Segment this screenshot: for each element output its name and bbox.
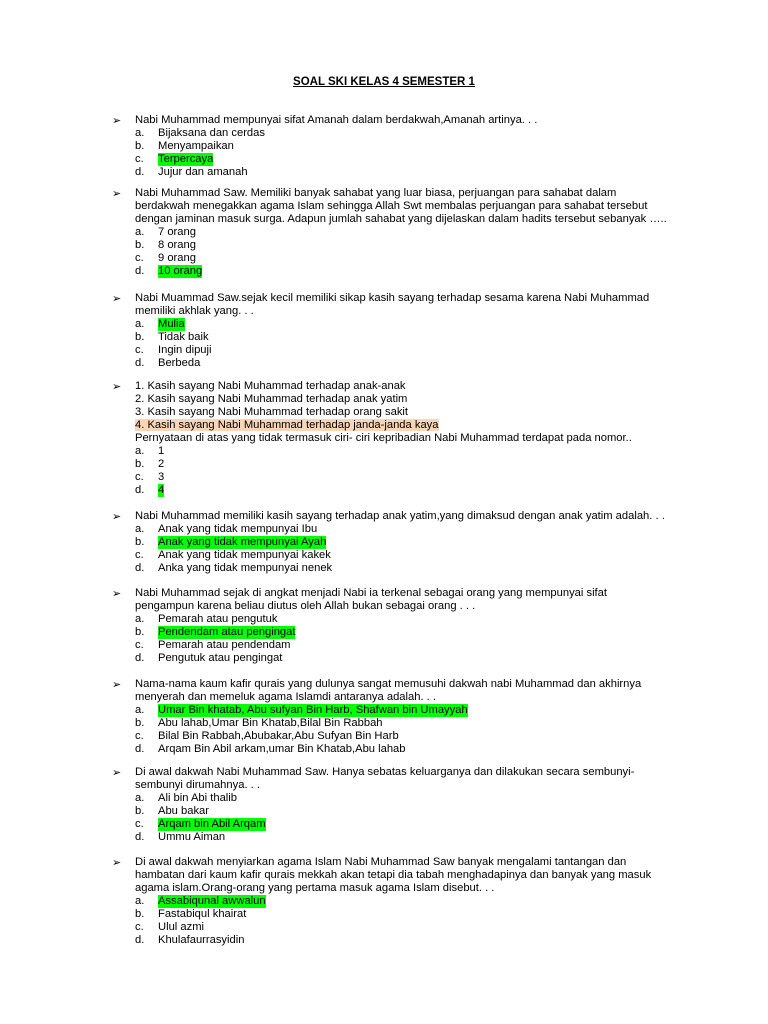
option-text: Fastabiqul khairat: [158, 908, 247, 920]
answer-options: [135, 445, 692, 497]
option-letter: c.: [135, 252, 144, 264]
question-stem: [135, 678, 692, 704]
option-letter: c.: [135, 818, 144, 830]
answer-option: [135, 717, 692, 730]
answer-options: [135, 704, 692, 756]
answer-option: [135, 921, 692, 934]
option-text: 9 orang: [158, 252, 196, 264]
answer-option: [135, 652, 692, 665]
stem-line: menyerah dan memeluk agama Islamdi antaranya adalah. . .: [135, 691, 436, 703]
option-letter: b.: [135, 239, 145, 251]
statement-line: [135, 419, 692, 432]
correct-answer-text: Arqam bin Abil Arqam: [158, 818, 266, 830]
answer-option: [135, 831, 692, 844]
option-letter: b.: [135, 805, 145, 817]
answer-option: [135, 265, 692, 278]
answer-option: [135, 626, 692, 639]
answer-option: [135, 934, 692, 947]
option-text: Ingin dipuji: [158, 344, 212, 356]
answer-option: [135, 239, 692, 252]
correct-answer-text: Mulia: [158, 318, 185, 330]
option-text: Ali bin Abi thalib: [158, 792, 237, 804]
stem-line: Nabi Muhammad sejak di angkat menjadi Nabi ia terkenal sebagai orang yang mempunyai sifat: [135, 587, 607, 599]
option-letter: b.: [135, 717, 145, 729]
question-2: [112, 187, 692, 278]
stem-line: Di awal dakwah Nabi Muhammad Saw. Hanya sebatas keluarganya dan dilakukan secara sembunyi-: [135, 766, 635, 778]
option-letter: a.: [135, 318, 145, 330]
answer-option: [135, 792, 692, 805]
correct-answer-text: Umar Bin khatab, Abu sufyan Bin Harb, Shafwan bin Umayyah: [158, 704, 468, 716]
correct-answer-text: 4: [158, 484, 165, 496]
option-text: Pemarah atau pendendam: [158, 639, 291, 651]
statement-text: 3. Kasih sayang Nabi Muhammad terhadap orang sakit: [135, 406, 409, 418]
option-letter: d.: [135, 652, 145, 664]
answer-option: [135, 153, 692, 166]
answer-options: [135, 792, 692, 844]
option-letter: d.: [135, 934, 145, 946]
answer-option: [135, 471, 692, 484]
option-letter: c.: [135, 639, 144, 651]
option-text: Abu lahab,Umar Bin Khatab,Bilal Bin Rabbah: [158, 717, 383, 729]
statement-line: [135, 380, 692, 393]
answer-option: [135, 908, 692, 921]
answer-option: [135, 549, 692, 562]
option-text: Berbeda: [158, 357, 201, 369]
answer-option: [135, 445, 692, 458]
stem-line: Nama-nama kaum kafir qurais yang dulunya sangat memusuhi dakwah nabi Muhammad dan akhirnya: [135, 678, 642, 690]
question-stem: [135, 292, 692, 318]
option-letter: b.: [135, 458, 145, 470]
option-letter: d.: [135, 265, 145, 277]
answer-option: [135, 523, 692, 536]
option-letter: a.: [135, 704, 145, 716]
option-text: Anak yang tidak mempunyai kakek: [158, 549, 331, 561]
question-7: [112, 678, 692, 756]
stem-line: Di awal dakwah menyiarkan agama Islam Nabi Muhammad Saw banyak mengalami tantangan dan: [135, 856, 627, 868]
option-letter: b.: [135, 626, 145, 638]
statement-text: 1. Kasih sayang Nabi Muhammad terhadap anak-anak: [135, 380, 406, 392]
question-6: [112, 587, 692, 665]
answer-option: [135, 704, 692, 717]
option-text: 8 orang: [158, 239, 196, 251]
answer-options: [135, 226, 692, 278]
option-text: Ulul azmi: [158, 921, 205, 933]
arrow-bullet-icon: ➢: [112, 510, 122, 523]
option-letter: d.: [135, 562, 145, 574]
answer-option: [135, 318, 692, 331]
option-letter: c.: [135, 730, 144, 742]
statement-line: [135, 393, 692, 406]
stem-line: sembunyi dirumahnya. . .: [135, 779, 260, 791]
question-stem: [135, 114, 692, 127]
option-letter: a.: [135, 613, 145, 625]
option-letter: a.: [135, 226, 145, 238]
answer-options: [135, 613, 692, 665]
stem-line: agama islam.Orang-orang yang pertama masuk agama Islam disebut. . .: [135, 882, 495, 894]
arrow-bullet-icon: ➢: [112, 587, 122, 600]
option-letter: a.: [135, 792, 145, 804]
answer-options: [135, 523, 692, 575]
option-text: Abu bakar: [158, 805, 209, 817]
answer-option: [135, 730, 692, 743]
option-letter: d.: [135, 484, 145, 496]
answer-options: [135, 895, 692, 947]
arrow-bullet-icon: ➢: [112, 292, 122, 305]
answer-option: [135, 536, 692, 549]
stem-line: pengampun karena beliau diutus oleh Allah bukan sebagai orang . . .: [135, 600, 476, 612]
option-text: 2: [158, 458, 165, 470]
arrow-bullet-icon: ➢: [112, 114, 122, 127]
answer-option: [135, 127, 692, 140]
answer-options: [135, 318, 692, 370]
answer-option: [135, 140, 692, 153]
answer-option: [135, 562, 692, 575]
arrow-bullet-icon: ➢: [112, 678, 122, 691]
answer-option: [135, 166, 692, 179]
statement-text: 4. Kasih sayang Nabi Muhammad terhadap janda-janda kaya: [135, 419, 439, 431]
statement-text: 2. Kasih sayang Nabi Muhammad terhadap anak yatim: [135, 393, 408, 405]
option-text: Ummu Aiman: [158, 831, 226, 843]
option-letter: c.: [135, 549, 144, 561]
arrow-bullet-icon: ➢: [112, 856, 122, 869]
question-stem: [135, 187, 692, 226]
option-letter: a.: [135, 127, 145, 139]
option-text: Anak yang tidak mempunyai Ibu: [158, 523, 318, 535]
question-5: [112, 510, 692, 575]
page-title: SOAL SKI KELAS 4 SEMESTER 1: [293, 76, 475, 88]
option-text: Menyampaikan: [158, 140, 234, 152]
stem-line: Pernyataan di atas yang tidak termasuk ciri- ciri kepribadian Nabi Muhammad terdapat pada nomor..: [135, 432, 632, 444]
option-letter: a.: [135, 445, 145, 457]
option-text: Pengutuk atau pengingat: [158, 652, 283, 664]
stem-line: Nabi Muammad Saw.sejak kecil memiliki sikap kasih sayang terhadap sesama karena Nabi Muhammad: [135, 292, 650, 304]
stem-line: berdakwah menegakkan agama Islam sehingga Allah Swt membalas perjuangan para sahabat tersebut: [135, 200, 648, 212]
question-8: [112, 766, 692, 844]
option-letter: a.: [135, 523, 145, 535]
option-letter: c.: [135, 344, 144, 356]
stem-line: Nabi Muhammad Saw. Memiliki banyak sahabat yang luar biasa, perjuangan para sahabat dalam: [135, 187, 617, 199]
option-letter: d.: [135, 166, 145, 178]
correct-answer-text: 10 orang: [158, 265, 203, 277]
option-letter: d.: [135, 743, 145, 755]
option-letter: c.: [135, 471, 144, 483]
question-stem: [135, 587, 692, 613]
answer-option: [135, 252, 692, 265]
answer-option: [135, 613, 692, 626]
option-text: Arqam Bin Abil arkam,umar Bin Khatab,Abu lahab: [158, 743, 406, 755]
question-4: [112, 380, 692, 497]
answer-option: [135, 226, 692, 239]
answer-option: [135, 344, 692, 357]
statement-line: [135, 406, 692, 419]
answer-option: [135, 639, 692, 652]
correct-answer-text: Pendendam atau pengingat: [158, 626, 296, 638]
option-text: 3: [158, 471, 165, 483]
question-stem: [135, 380, 692, 445]
correct-answer-text: Assabiqunal awwalun: [158, 895, 266, 907]
arrow-bullet-icon: ➢: [112, 187, 122, 200]
option-letter: a.: [135, 895, 145, 907]
answer-option: [135, 331, 692, 344]
option-text: Anka yang tidak mempunyai nenek: [158, 562, 333, 574]
stem-line: Nabi Muhammad memiliki kasih sayang terhadap anak yatim,yang dimaksud dengan anak yatim adalah. . .: [135, 510, 665, 522]
option-text: 1: [158, 445, 165, 457]
stem-line: dengan jaminan masuk surga. Adapun jumlah sahabat yang dijelaskan dalam hadits tersebut sebanyak …..: [135, 213, 667, 225]
correct-answer-text: Anak yang tidak mempunyai Ayah: [158, 536, 327, 548]
option-letter: b.: [135, 140, 145, 152]
option-letter: d.: [135, 831, 145, 843]
arrow-bullet-icon: ➢: [112, 766, 122, 779]
question-stem: [135, 766, 692, 792]
stem-line: hambatan dari kaum kafir qurais mekkah akan tetapi dia tabah menghadapinya dan banyak yang masuk: [135, 869, 652, 881]
arrow-bullet-icon: ➢: [112, 380, 122, 393]
option-text: Khulafaurrasyidin: [158, 934, 245, 946]
correct-answer-text: Terpercaya: [158, 153, 214, 165]
option-text: Pemarah atau pengutuk: [158, 613, 278, 625]
answer-option: [135, 818, 692, 831]
option-letter: b.: [135, 908, 145, 920]
question-9: [112, 856, 692, 947]
answer-option: [135, 895, 692, 908]
stem-line: Nabi Muhammad mempunyai sifat Amanah dalam berdakwah,Amanah artinya. . .: [135, 114, 538, 126]
option-letter: d.: [135, 357, 145, 369]
question-1: [112, 114, 692, 179]
answer-option: [135, 805, 692, 818]
answer-option: [135, 458, 692, 471]
stem-line: memiliki akhlak yang. . .: [135, 305, 254, 317]
option-text: Tidak baik: [158, 331, 209, 343]
answer-option: [135, 357, 692, 370]
option-letter: c.: [135, 921, 144, 933]
option-text: Jujur dan amanah: [158, 166, 248, 178]
answer-option: [135, 743, 692, 756]
option-letter: b.: [135, 536, 145, 548]
question-3: [112, 292, 692, 370]
option-letter: b.: [135, 331, 145, 343]
option-text: Bijaksana dan cerdas: [158, 127, 265, 139]
question-stem: [135, 856, 692, 895]
option-text: Bilal Bin Rabbah,Abubakar,Abu Sufyan Bin Harb: [158, 730, 399, 742]
option-text: 7 orang: [158, 226, 196, 238]
option-letter: c.: [135, 153, 144, 165]
answer-option: [135, 484, 692, 497]
question-stem: [135, 510, 692, 523]
answer-options: [135, 127, 692, 179]
